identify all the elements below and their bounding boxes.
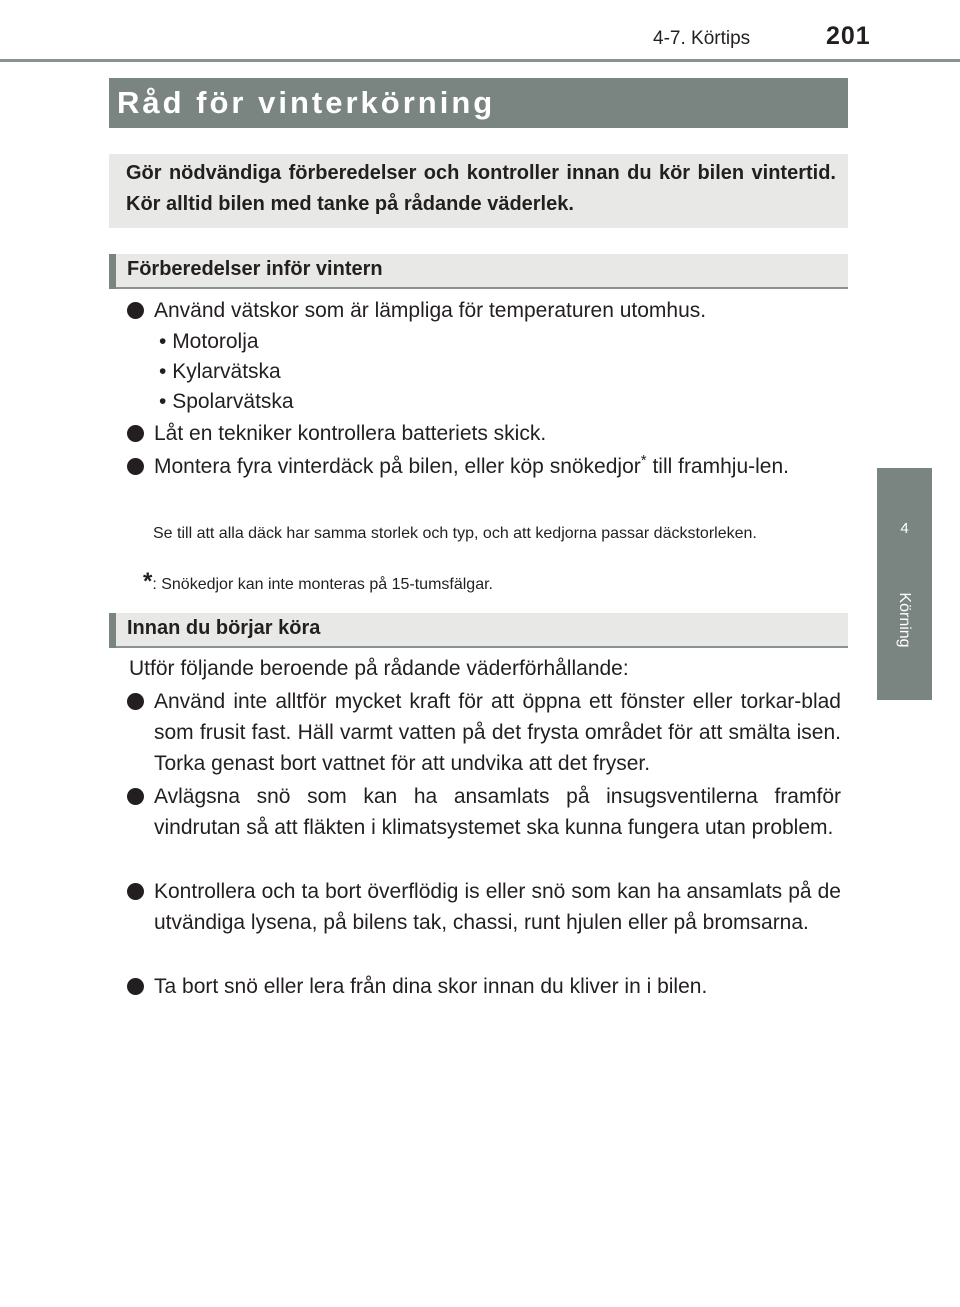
list-item xyxy=(127,686,841,779)
bullet-dot-icon xyxy=(127,883,144,900)
list-item-text: Använd inte alltför mycket kraft för att öppna ett fönster eller torkar-blad som frusit fast. Häll varmt vatten på det frysta området för att smälta isen. Torka genast bort vattnet för att undvika att det fryser. xyxy=(154,690,841,775)
footnote xyxy=(143,568,493,595)
section-heading-text: Förberedelser inför vintern xyxy=(127,258,383,280)
chapter-label: Körning xyxy=(896,592,913,648)
lead-text: Utför följande beroende på rådande väderförhållande: xyxy=(129,657,629,680)
list-item xyxy=(127,781,841,843)
chapter-tab[interactable] xyxy=(877,468,932,700)
heading-accent xyxy=(109,613,116,648)
sub-list-item-text: Spolarvätska xyxy=(172,390,294,413)
page-title: Råd för vinterkörning xyxy=(117,85,496,120)
section-heading-text: Innan du börjar köra xyxy=(127,617,321,639)
bullet-dot-icon xyxy=(127,302,144,319)
list-item-text: Kontrollera och ta bort överflödig is eller snö som kan ha ansamlats på de utvändiga lysena, på bilens tak, chassi, runt hjulen eller på bromsarna. xyxy=(154,880,841,934)
sub-list-item: • Kylarvätska xyxy=(159,360,281,383)
bullet-dot-icon xyxy=(127,978,144,995)
page-number: 201 xyxy=(826,22,871,50)
list-item-text: Avlägsna snö som kan ha ansamlats på insugsventilerna framför vindrutan så att fläkten i klimatsystemet ska kunna fungera utan problem. xyxy=(154,785,841,839)
sub-list-item: • Spolarvätska xyxy=(159,390,294,413)
list-item-text: Ta bort snö eller lera från dina skor innan du kliver in i bilen. xyxy=(154,975,708,998)
sub-list-item-text: Motorolja xyxy=(172,330,259,353)
bullet-dot-icon xyxy=(127,693,144,710)
intro-box xyxy=(109,154,848,228)
sub-list-item: • Motorolja xyxy=(159,330,259,353)
note-text: Se till att alla däck har samma storlek och typ, och att kedjorna passar däckstorleken. xyxy=(153,525,757,542)
list-item-text-part: Montera fyra vinterdäck på bilen, eller köp snökedjor xyxy=(154,455,641,478)
list-item xyxy=(127,418,841,449)
list-item xyxy=(127,971,841,1002)
footnote-marker: * xyxy=(143,568,153,595)
list-item xyxy=(127,876,841,938)
sub-list-item-text: Kylarvätska xyxy=(172,360,281,383)
bullet-dot-icon xyxy=(127,458,144,475)
section-heading-winter-prep xyxy=(109,254,848,289)
bullet-dot-icon xyxy=(127,788,144,805)
list-item-text-part: till framhju-len. xyxy=(646,455,789,478)
heading-accent xyxy=(109,254,116,289)
list-item xyxy=(127,295,841,326)
footnote-marker: * xyxy=(640,452,647,469)
list-item xyxy=(127,451,841,482)
list-item-text: Använd vätskor som är lämpliga för temperaturen utomhus. xyxy=(154,299,707,322)
header-divider xyxy=(0,59,960,62)
header-section: 4-7. Körtips xyxy=(653,28,751,49)
intro-text: Gör nödvändiga förberedelser och kontroller innan du kör bilen vintertid. Kör alltid bilen med tanke på rådande väderlek. xyxy=(126,162,836,215)
bullet-dot-icon xyxy=(127,425,144,442)
page-title-bar xyxy=(109,78,848,128)
footnote-text: : Snökedjor kan inte monteras på 15-tumsfälgar. xyxy=(152,576,493,593)
section-heading-before-driving xyxy=(109,613,848,648)
list-item-text: Låt en tekniker kontrollera batteriets skick. xyxy=(154,422,547,445)
chapter-number: 4 xyxy=(900,520,909,537)
list-item-text xyxy=(127,451,841,482)
